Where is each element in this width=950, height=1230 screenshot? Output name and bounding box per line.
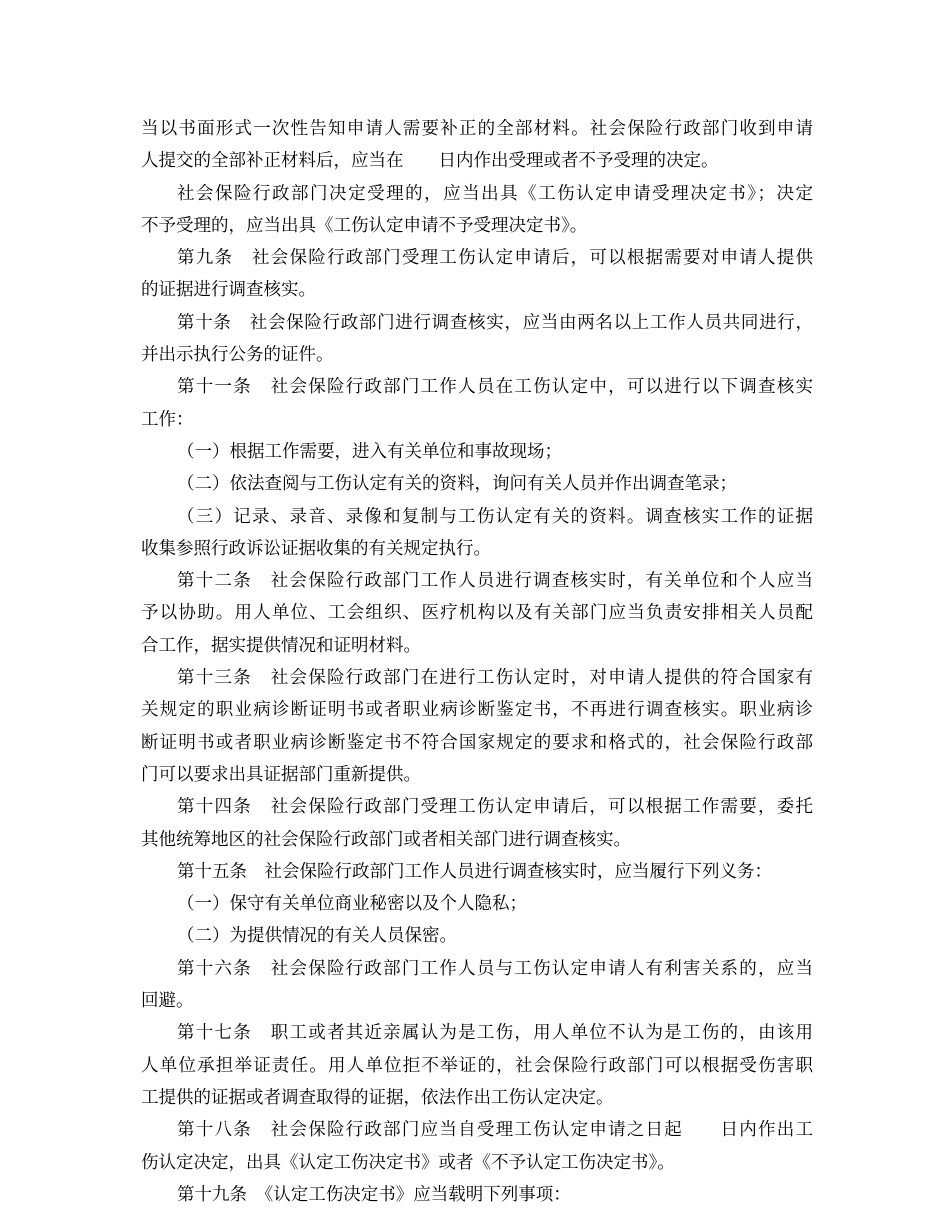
text-line: 人提交的全部补正材料后，应当在 日内作出受理或者不予受理的决定。 bbox=[141, 151, 719, 172]
article-16-line: 第十六条 社会保险行政部门工作人员与工伤认定申请人有利害关系的，应当 bbox=[177, 958, 813, 979]
article-13-line: 第十三条 社会保险行政部门在进行工伤认定时，对申请人提供的符合国家有 bbox=[177, 668, 813, 689]
text-line: 伤认定决定，出具《认定工伤决定书》或者《不予认定工伤决定书》。 bbox=[141, 1152, 675, 1173]
text-line: 合工作，据实提供情况和证明材料。 bbox=[141, 635, 421, 656]
article-11-line: 第十一条 社会保险行政部门工作人员在工伤认定中，可以进行以下调查核实 bbox=[177, 377, 813, 398]
article-18-line: 第十八条 社会保险行政部门应当自受理工伤认定申请之日起 日内作出工 bbox=[177, 1120, 813, 1141]
text-line: 并出示执行公务的证件。 bbox=[141, 345, 334, 366]
document-body bbox=[141, 113, 813, 1211]
article-14-line: 第十四条 社会保险行政部门受理工伤认定申请后，可以根据工作需要，委托 bbox=[177, 797, 813, 818]
text-line: 其他统筹地区的社会保险行政部门或者相关部门进行调查核实。 bbox=[141, 829, 631, 850]
article-9-line: 第九条 社会保险行政部门受理工伤认定申请后，可以根据需要对申请人提供 bbox=[177, 248, 813, 269]
text-line: 断证明书或者职业病诊断鉴定书不符合国家规定的要求和格式的，社会保险行政部 bbox=[141, 732, 813, 753]
text-line: 工提供的证据或者调查取得的证据，依法作出工伤认定决定。 bbox=[141, 1087, 614, 1108]
text-line: 的证据进行调查核实。 bbox=[141, 280, 316, 301]
article-15-line: 第十五条 社会保险行政部门工作人员进行调查核实时，应当履行下列义务： bbox=[177, 861, 772, 882]
text-line: 予以协助。用人单位、工会组织、医疗机构以及有关部门应当负责安排相关人员配 bbox=[141, 603, 813, 624]
list-item-line: （一）保守有关单位商业秘密以及个人隐私； bbox=[177, 894, 527, 915]
text-line: 工作： bbox=[141, 409, 194, 430]
text-line: 回避。 bbox=[141, 991, 194, 1012]
text-line: 收集参照行政诉讼证据收集的有关规定执行。 bbox=[141, 538, 491, 559]
text-line: 人单位承担举证责任。用人单位拒不举证的，社会保险行政部门可以根据受伤害职 bbox=[141, 1055, 813, 1076]
article-19-line: 第十九条 《认定工伤决定书》应当载明下列事项： bbox=[177, 1184, 571, 1205]
text-line: 当以书面形式一次性告知申请人需要补正的全部材料。社会保险行政部门收到申请 bbox=[141, 119, 813, 139]
article-12-line: 第十二条 社会保险行政部门工作人员进行调查核实时，有关单位和个人应当 bbox=[177, 571, 813, 592]
text-line: 门可以要求出具证据部门重新提供。 bbox=[141, 764, 421, 785]
text-line: 关规定的职业病诊断证明书或者职业病诊断鉴定书，不再进行调查核实。职业病诊 bbox=[141, 700, 813, 721]
list-item-line: （三）记录、录音、录像和复制与工伤认定有关的资料。调查核实工作的证据 bbox=[177, 506, 813, 527]
article-10-line: 第十条 社会保险行政部门进行调查核实，应当由两名以上工作人员共同进行， bbox=[177, 312, 813, 333]
list-item-line: （二）依法查阅与工伤认定有关的资料，询问有关人员并作出调查笔录； bbox=[177, 474, 737, 495]
paragraph-start-line: 社会保险行政部门决定受理的，应当出具《工伤认定申请受理决定书》；决定 bbox=[177, 183, 813, 204]
text-line: 不予受理的，应当出具《工伤认定申请不予受理决定书》。 bbox=[141, 215, 588, 236]
list-item-line: （一）根据工作需要，进入有关单位和事故现场； bbox=[177, 441, 562, 462]
article-17-line: 第十七条 职工或者其近亲属认为是工伤，用人单位不认为是工伤的，由该用 bbox=[177, 1023, 813, 1044]
list-item-line: （二）为提供情况的有关人员保密。 bbox=[177, 926, 457, 947]
